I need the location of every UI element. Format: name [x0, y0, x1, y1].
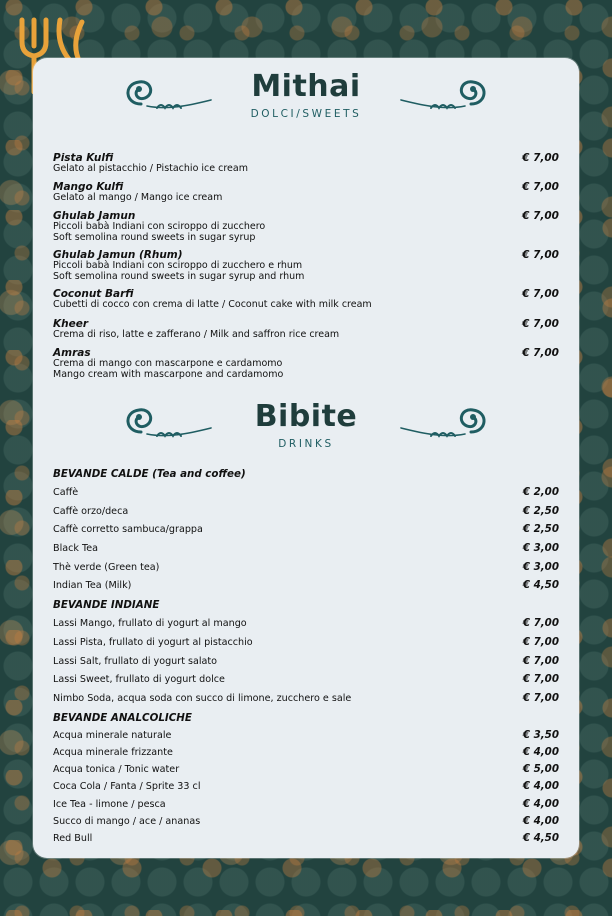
drink-name: Black Tea	[53, 543, 99, 555]
drink-name: Caffè orzo/deca	[53, 505, 129, 517]
item-price: € 7,00	[522, 318, 559, 330]
item-name: Ghulab Jamun	[53, 210, 136, 222]
item-desc: Piccoli babà Indiani con sciroppo di zucchero e rhum	[53, 260, 303, 271]
drink-row	[53, 487, 559, 506]
drinks-title: Bibite	[254, 399, 358, 434]
drink-row	[53, 524, 559, 543]
sweets-list	[53, 152, 559, 381]
drink-row	[53, 693, 559, 712]
drinks-subtitle: DRINKS	[278, 438, 334, 450]
drink-price: € 3,50	[522, 728, 559, 741]
item-desc: Soft semolina round sweets in sugar syrup and rhum	[53, 270, 305, 282]
sweets-title: Mithai	[251, 69, 361, 104]
item-name: Pista Kulfi	[53, 152, 114, 164]
drink-price: € 2,00	[522, 486, 559, 498]
drink-name: Lassi Pista, frullato di yogurt al pistacchio	[53, 636, 253, 648]
drink-price: € 4,00	[522, 780, 559, 793]
drink-row	[53, 656, 559, 675]
drink-row	[53, 506, 559, 525]
item-desc: Gelato al mango / Mango ice cream	[53, 192, 223, 203]
drink-name: Lassi Sweet, frullato di yogurt dolce	[53, 674, 225, 686]
drink-price: € 4,00	[522, 745, 559, 758]
drink-row	[53, 781, 559, 798]
drink-row	[53, 764, 559, 781]
menu-item	[53, 152, 559, 181]
item-name: Coconut Barfi	[53, 288, 134, 300]
menu-item	[53, 210, 559, 249]
category-label: BEVANDE ANALCOLICHE	[53, 711, 192, 724]
item-price: € 7,00	[522, 288, 559, 300]
drink-price: € 4,50	[522, 832, 559, 845]
drink-price: € 5,00	[522, 763, 559, 776]
drink-row	[53, 674, 559, 693]
drink-row	[53, 562, 559, 581]
item-desc: Gelato al pistacchio / Pistachio ice cream	[53, 163, 248, 174]
drink-price: € 7,00	[522, 617, 559, 630]
drink-row	[53, 816, 559, 833]
category-label: BEVANDE INDIANE	[53, 599, 160, 612]
drink-price: € 7,00	[522, 691, 559, 704]
item-desc: Cubetti di cocco con crema di latte / Coconut cake with milk cream	[53, 299, 372, 310]
drink-name: Lassi Mango, frullato di yogurt al mango	[53, 618, 247, 630]
item-price: € 7,00	[522, 152, 559, 164]
menu-item	[53, 347, 559, 381]
drink-row	[53, 833, 559, 850]
menu-item	[53, 288, 559, 318]
drink-name: Coca Cola / Fanta / Sprite 33 cl	[53, 781, 201, 793]
drink-name: Nimbo Soda, acqua soda con succo di limone, zucchero e sale	[53, 692, 352, 704]
drink-name: Thè verde (Green tea)	[53, 561, 160, 573]
drink-name: Acqua minerale frizzante	[53, 746, 173, 758]
drink-name: Lassi Salt, frullato di yogurt salato	[53, 655, 218, 667]
menu-panel	[33, 58, 579, 858]
drinks-list	[53, 468, 559, 851]
category-label: BEVANDE CALDE (Tea and coffee)	[53, 468, 246, 480]
drink-price: € 2,50	[522, 504, 559, 517]
drink-row	[53, 618, 559, 637]
drink-row	[53, 543, 559, 562]
menu-item	[53, 249, 559, 288]
item-desc: Crema di mango con mascarpone e cardamomo	[53, 358, 283, 369]
drinks-header	[33, 400, 579, 450]
drink-name: Caffè corretto sambuca/grappa	[53, 524, 203, 536]
item-price: € 7,00	[522, 181, 559, 193]
drink-price: € 2,50	[522, 523, 559, 536]
drink-price: € 7,00	[522, 673, 559, 686]
item-desc: Soft semolina round sweets in sugar syrup	[53, 231, 256, 243]
drink-row	[53, 580, 559, 599]
drink-price: € 7,00	[522, 654, 559, 667]
drink-price: € 7,00	[522, 635, 559, 648]
sweets-subtitle: DOLCI/SWEETS	[250, 108, 362, 120]
drink-row	[53, 799, 559, 816]
item-price: € 7,00	[522, 249, 559, 261]
drink-name: Acqua minerale naturale	[53, 729, 172, 741]
drink-price: € 4,00	[522, 797, 559, 810]
drink-name: Acqua tonica / Tonic water	[53, 764, 180, 776]
drink-name: Ice Tea - limone / pesca	[53, 798, 166, 810]
drink-price: € 3,00	[522, 542, 559, 555]
drink-name: Red Bull	[53, 833, 93, 845]
drink-price: € 4,50	[522, 579, 559, 592]
item-desc: Crema di riso, latte e zafferano / Milk and saffron rice cream	[53, 329, 340, 340]
drink-row	[53, 637, 559, 656]
item-name: Mango Kulfi	[53, 181, 124, 193]
drink-name: Caffè	[53, 487, 79, 498]
item-name: Ghulab Jamun (Rhum)	[53, 249, 183, 261]
item-price: € 7,00	[522, 347, 559, 359]
item-price: € 7,00	[522, 210, 559, 222]
item-desc: Piccoli babà Indiani con sciroppo di zucchero	[53, 221, 266, 232]
item-name: Amras	[53, 347, 91, 359]
drink-row	[53, 730, 559, 747]
menu-item	[53, 181, 559, 210]
drink-row	[53, 747, 559, 764]
drink-name: Indian Tea (Milk)	[53, 580, 132, 592]
sweets-header	[33, 70, 579, 120]
drink-price: € 4,00	[522, 815, 559, 828]
item-name: Kheer	[53, 318, 89, 330]
menu-item	[53, 318, 559, 347]
drink-name: Succo di mango / ace / ananas	[53, 816, 201, 828]
item-desc: Mango cream with mascarpone and cardamomo	[53, 368, 284, 380]
drink-price: € 3,00	[522, 560, 559, 573]
